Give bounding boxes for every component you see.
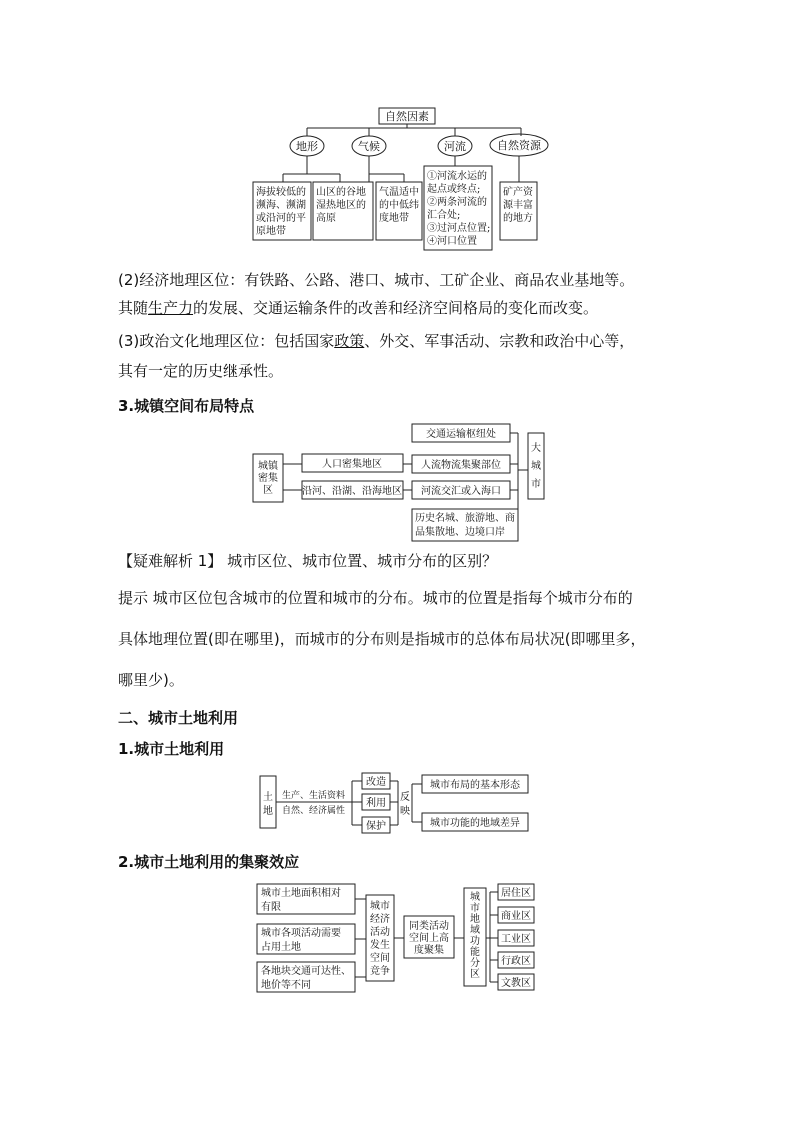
compete-label: 城市 <box>370 901 390 912</box>
mountain-line: 山区的谷地 <box>316 187 366 198</box>
subheading-land-use: 1.城市土地利用 <box>118 740 225 758</box>
area-cultural-educational: 文教区 <box>501 978 531 989</box>
resource-line: 矿产资 <box>503 187 533 198</box>
zones-label: 分 <box>470 958 480 969</box>
mid-label: 沿河、沿湖、沿海地区 <box>302 486 402 497</box>
left-label: 城镇 <box>258 461 278 472</box>
node-river: 河流 <box>444 140 466 153</box>
node-climate: 气候 <box>358 140 380 153</box>
left-label: 密集 <box>258 473 278 484</box>
area-administrative: 行政区 <box>501 956 531 967</box>
zones-label: 城 <box>470 892 480 903</box>
heading-spatial-layout: 3.城镇空间布局特点 <box>118 397 255 415</box>
reflect-label: 映 <box>400 806 410 817</box>
compete-label: 活动 <box>370 927 390 938</box>
zones-label: 功 <box>470 936 480 947</box>
river-line: 汇合处; <box>427 210 461 221</box>
gather-label: 度聚集 <box>414 945 444 956</box>
cause-line: 有限 <box>261 902 281 913</box>
gather-label: 同类活动 <box>409 921 449 932</box>
cause-line: 地价等不同 <box>261 980 311 991</box>
subheading-agglomeration: 2.城市土地利用的集聚效应 <box>118 853 300 871</box>
area-commercial: 商业区 <box>501 911 531 922</box>
zones-label: 地 <box>470 914 480 925</box>
cause-line: 城市各项活动需要 <box>261 928 341 939</box>
mountain-line: 湿热地区的 <box>316 200 366 211</box>
result-function: 城市功能的地域差异 <box>430 818 520 829</box>
hint-line2: 具体地理位置(即在哪里)，而城市的分布则是指城市的总体布局状况(即哪里多， <box>118 630 646 648</box>
text-span: 的发展、交通运输条件的改善和经济空间格局的变化而改变。 <box>193 299 599 317</box>
compete-label: 经济 <box>370 914 390 925</box>
text-span: 、外交、军事活动、宗教和政治中心等， <box>364 332 635 350</box>
paragraph-political-line2: 其有一定的历史继承性。 <box>118 362 284 380</box>
climate-line: 的中低纬 <box>379 200 419 211</box>
river-line: ③过河点位置; <box>427 223 491 234</box>
resource-line: 的地方 <box>503 213 533 224</box>
terrain-line: 濒海、濒湖 <box>256 200 306 211</box>
compete-label: 空间 <box>370 953 390 964</box>
cause-line: 各地块交通可达性、 <box>261 966 351 977</box>
right-bottom-label: 品集散地、边境口岸 <box>415 527 505 538</box>
area-residential: 居住区 <box>501 888 531 899</box>
node-terrain: 地形 <box>296 140 318 153</box>
question-line: 【疑难解析 1】 城市区位、城市位置、城市分布的区别？ <box>118 552 498 570</box>
river-line: ②两条河流的 <box>427 197 487 208</box>
zones-label: 能 <box>470 947 480 958</box>
result-layout: 城市布局的基本形态 <box>430 780 520 791</box>
river-line: ④河口位置 <box>427 236 477 247</box>
gather-label: 空间上高 <box>409 933 449 944</box>
text-span: 其随 <box>118 299 149 317</box>
paragraph-economic-line1: (2)经济地理区位：有铁路、公路、港口、城市、工矿企业、商品农业基地等。 <box>118 271 635 289</box>
terrain-line: 原地带 <box>256 226 286 237</box>
root-label: 自然因素 <box>385 110 429 123</box>
area-industrial: 工业区 <box>501 934 531 945</box>
land-label: 地 <box>263 806 273 817</box>
reflect-label: 反 <box>400 792 410 803</box>
attribute-label: 生产、生活资料 <box>282 791 346 801</box>
resource-line: 源丰富 <box>503 200 533 211</box>
compete-label: 竞争 <box>370 966 390 977</box>
right-label: 人流物流集聚部位 <box>421 460 501 471</box>
terrain-line: 或沿河的平 <box>256 213 306 224</box>
land-label: 土 <box>263 792 273 803</box>
action-protect: 保护 <box>366 821 386 832</box>
end-label: 大 <box>531 443 541 454</box>
end-label: 城 <box>531 461 541 472</box>
underlined-term: 政策 <box>334 332 365 350</box>
right-label: 河流交汇或入海口 <box>421 486 501 497</box>
climate-line: 度地带 <box>379 213 409 224</box>
underlined-term: 生产力 <box>148 299 194 317</box>
zones-label: 市 <box>470 903 480 914</box>
end-label: 市 <box>531 479 541 490</box>
zones-label: 域 <box>470 925 480 936</box>
zones-label: 区 <box>470 969 480 980</box>
section-title: 二、城市土地利用 <box>118 709 239 727</box>
cause-line: 城市土地面积相对 <box>261 888 341 899</box>
right-bottom-label: 历史名城、旅游地、商 <box>415 513 515 524</box>
mid-label: 人口密集地区 <box>322 459 382 470</box>
climate-line: 气温适中 <box>379 187 419 198</box>
left-label: 区 <box>263 485 273 496</box>
text-span: (3)政治文化地理区位：包括国家 <box>118 332 335 350</box>
hint-line1: 提示 城市区位包含城市的位置和城市的分布。城市的位置是指每个城市分布的 <box>118 589 633 607</box>
action-transform: 改造 <box>366 777 386 788</box>
attribute-label: 自然、经济属性 <box>282 806 346 816</box>
right-label: 交通运输枢纽处 <box>426 429 496 440</box>
action-utilize: 利用 <box>366 798 386 809</box>
hint-line3: 哪里少)。 <box>118 671 184 689</box>
cause-line: 占用土地 <box>261 942 301 953</box>
terrain-line: 海拔较低的 <box>256 187 306 198</box>
compete-label: 发生 <box>370 940 390 951</box>
mountain-line: 高原 <box>316 213 336 224</box>
river-line: ①河流水运的 <box>427 171 487 182</box>
node-resource: 自然资源 <box>497 139 541 152</box>
river-line: 起点或终点; <box>427 184 481 195</box>
